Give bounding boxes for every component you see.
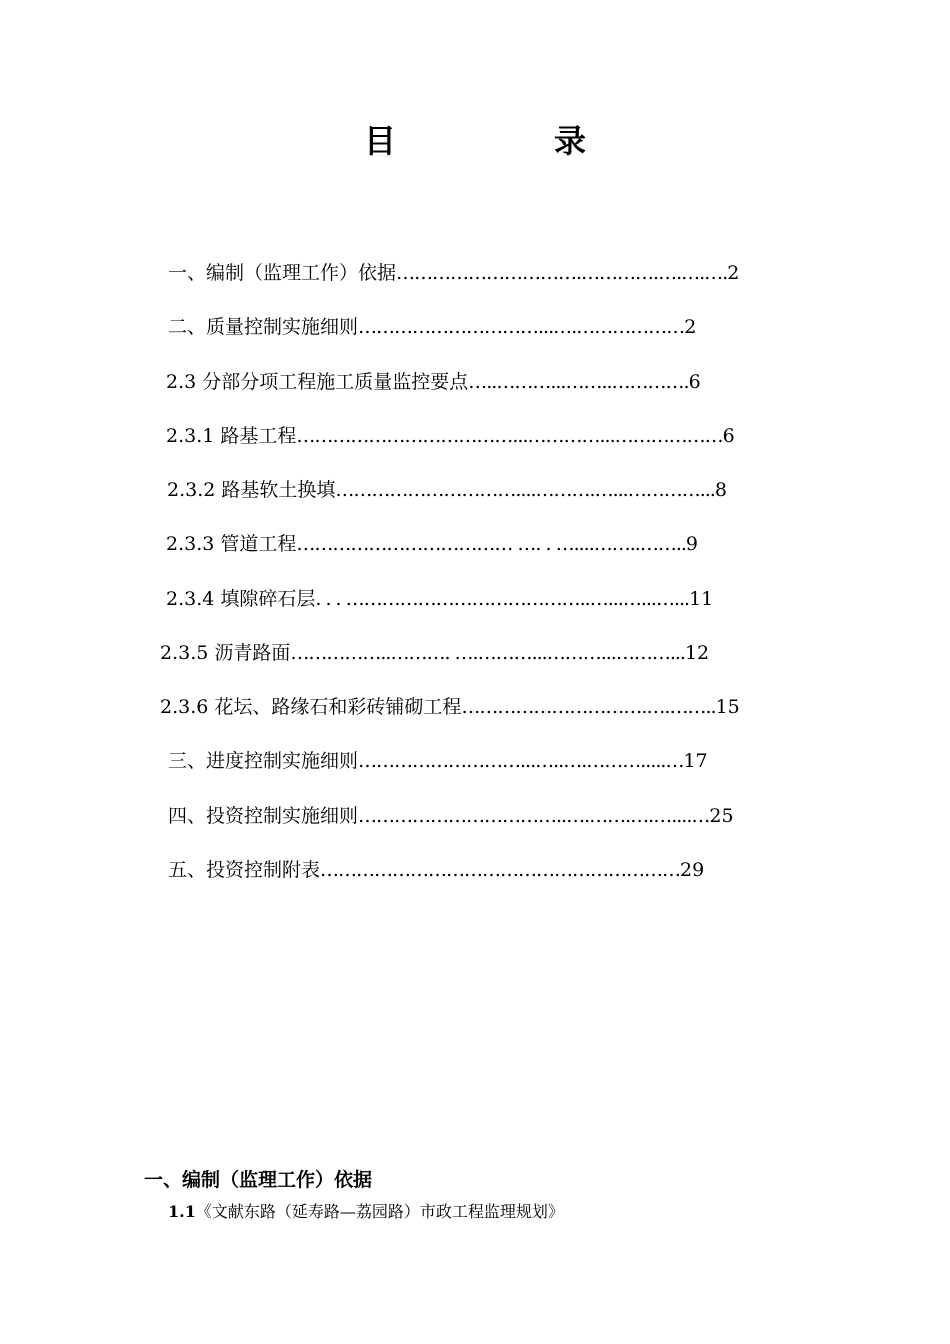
toc-entry-page: 17 — [683, 750, 708, 772]
toc-entry-label: 二、质量控制实施细则 — [168, 316, 359, 338]
toc-entry[interactable] — [168, 314, 696, 340]
toc-entry-label: 2.3.6 花坛、路缘石和彩砖铺砌工程 — [160, 696, 462, 718]
toc-title-char-2: 录 — [554, 122, 587, 160]
toc-entry-leader: ……………..………. ….………...………...………... — [290, 642, 685, 664]
toc-entry-leader: …………………………...….……………… — [358, 316, 685, 338]
toc-entry-page: 25 — [709, 805, 734, 827]
section-heading: 一、编制（监理工作）依据 — [144, 1169, 373, 1191]
toc-entry-page: 12 — [684, 642, 710, 664]
toc-entry-label: 2.3.1 路基工程 — [166, 425, 297, 447]
toc-entry-page: 6 — [688, 371, 701, 393]
toc-entry-page: 8 — [714, 479, 727, 501]
toc-entry-leader: ………………………………...…………...……………… — [296, 425, 723, 447]
toc-title-char-1: 目 — [364, 122, 397, 160]
toc-entry-leader: ………………………...…..….……….....… — [358, 750, 684, 772]
toc-entry-leader: …..………...……..…………. — [468, 371, 689, 393]
toc-entry-leader: ……………………………… …. . …....……..…….. — [296, 533, 686, 555]
toc-entry-leader: . . . …………………………………..…...…...…... — [315, 588, 690, 610]
sub-item-number: 1.1 — [168, 1202, 196, 1221]
toc-entry-leader: ………………………….….…….. — [461, 696, 716, 718]
toc-entry[interactable] — [168, 857, 704, 883]
toc-entry[interactable] — [160, 694, 740, 720]
toc-entry-label: 2.3.3 管道工程 — [166, 533, 297, 555]
toc-entry[interactable] — [168, 748, 708, 774]
toc-title — [0, 116, 950, 164]
toc-entry[interactable] — [166, 369, 701, 395]
toc-entry-leader: ………………………….………….….….…. — [396, 262, 728, 284]
toc-entry[interactable] — [168, 803, 734, 829]
toc-entry[interactable] — [167, 477, 727, 503]
toc-entry-page: 2 — [684, 316, 697, 338]
toc-entry[interactable] — [168, 260, 739, 286]
sub-item — [168, 1200, 564, 1224]
toc-entry-leader: …………………………………………………… — [320, 859, 681, 881]
toc-entry-page: 2 — [727, 262, 740, 284]
toc-entry-page: 11 — [689, 588, 714, 610]
toc-entry[interactable] — [166, 586, 713, 612]
toc-entry[interactable] — [166, 423, 735, 449]
toc-entry-label: 五、投资控制附表 — [168, 859, 321, 881]
toc-entry-page: 9 — [685, 533, 698, 555]
toc-entry-label: 一、编制（监理工作）依据 — [168, 262, 397, 284]
toc-entry[interactable] — [160, 640, 709, 666]
toc-entry-label: 2.3.4 填隙碎石层 — [166, 588, 316, 610]
toc-entry-leader: …………………………....……….…...…………... — [335, 479, 715, 501]
toc-entry-label: 2.3.5 沥青路面 — [160, 642, 291, 664]
toc-entry-label: 2.3.2 路基软土换填 — [167, 479, 336, 501]
toc-entry-label: 三、进度控制实施细则 — [168, 750, 359, 772]
toc-entry-label: 四、投资控制实施细则 — [168, 805, 359, 827]
toc-entry[interactable] — [166, 531, 698, 557]
toc-entry-page: 29 — [680, 859, 705, 881]
toc-entry-leader: ……………………………..….…….….…....… — [358, 805, 710, 827]
sub-item-text: 《文献东路（延寿路—荔园路）市政工程监理规划》 — [195, 1202, 564, 1221]
toc-entry-page: 6 — [722, 425, 735, 447]
toc-entry-label: 2.3 分部分项工程施工质量监控要点 — [166, 371, 469, 393]
toc-entry-page: 15 — [715, 696, 740, 718]
